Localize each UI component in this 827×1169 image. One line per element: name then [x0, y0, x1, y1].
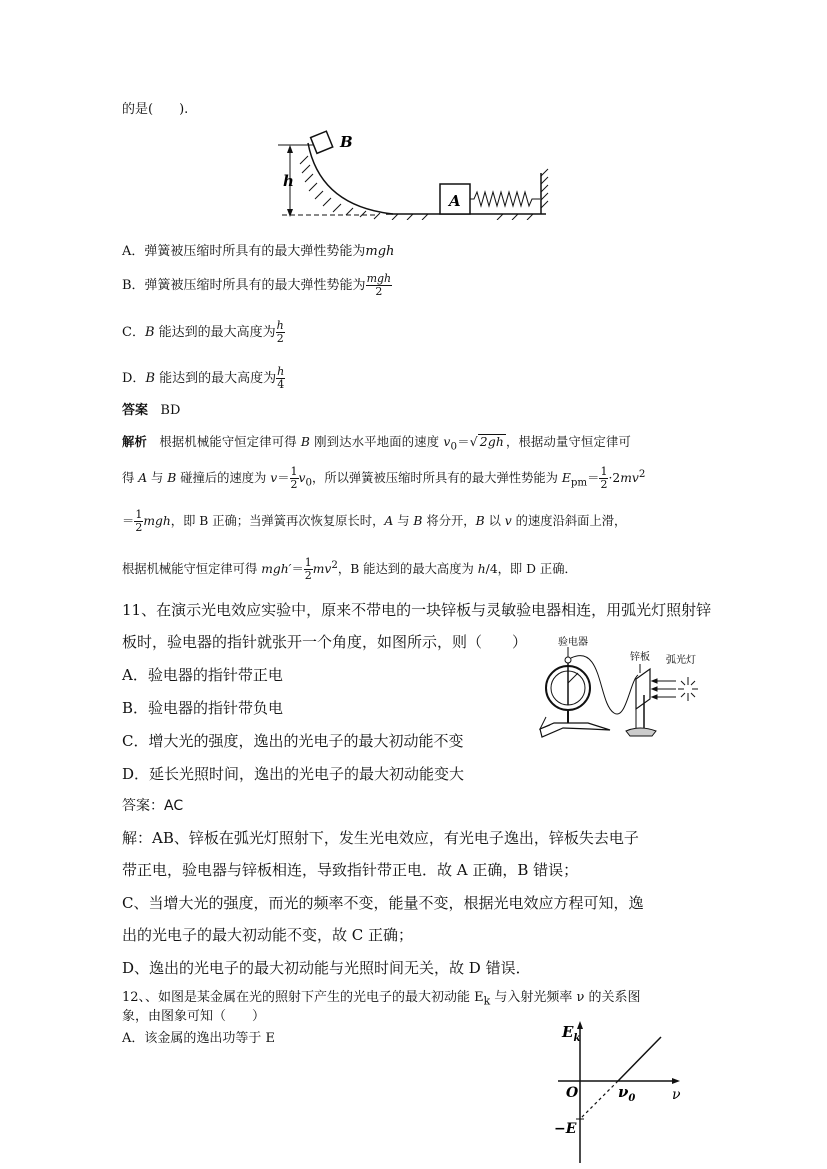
q11-option-c: C．增大光的强度，逸出的光电子的最大初动能不变: [122, 732, 464, 750]
spring: [470, 192, 540, 206]
height-arrow-top: [287, 145, 293, 153]
ek-line: [618, 1037, 661, 1081]
electroscope-top: [565, 657, 571, 663]
label-zinc: 锌板: [630, 652, 650, 663]
ek-line-extension: [580, 1081, 618, 1119]
q12-stem-line2: 象，由图象可知（ ）: [122, 1009, 266, 1024]
q12-stem-line1: 12、、如图是某金属在光的照射下产生的光电子的最大初动能 $E_k$ 与入射光频率 ν 的关系图: [122, 990, 641, 1008]
electroscope-base: [540, 723, 610, 737]
q11-option-d: D．延长光照时间，逸出的光电子的最大初动能变大: [122, 765, 465, 783]
q11-stem-line2: 板时，验电器的指针就张开一个角度，如图所示，则（ ）: [122, 633, 528, 651]
q11-stem-line1: 11、在演示光电效应实验中，原来不带电的一块锌板与灵敏验电器相连，用弧光灯照射锌: [122, 601, 712, 619]
origin-label: O: [566, 1085, 579, 1101]
q11-solution-line5: D、逸出的光电子的最大初动能与光照时间无关，故 D 错误．: [122, 959, 531, 977]
label-a: A: [449, 192, 461, 210]
light-rays: [652, 679, 676, 699]
q10-option-d: D．B 能达到的最大高度为 $\frac{h}{4}$: [122, 365, 285, 391]
label-h: h: [283, 172, 294, 190]
q10-option-a: A．弹簧被压缩时所具有的最大弹性势能为mgh: [122, 244, 395, 259]
arc-lamp-icon: [678, 677, 698, 701]
q12-option-a: A．该金属的逸出功等于 E: [122, 1031, 276, 1046]
x-axis-label: ν: [672, 1087, 681, 1103]
zinc-stand-base: [626, 728, 656, 736]
v0-label: $\nu_0$: [618, 1083, 636, 1104]
label-b: B: [340, 133, 353, 151]
q11-option-b: B．验电器的指针带负电: [122, 699, 284, 717]
q10-option-b: B．弹簧被压缩时所具有的最大弹性势能为 $\frac{\text{mgh}}{2}$: [122, 272, 392, 298]
neg-e-label: −E: [554, 1121, 577, 1137]
q10-analysis-line4: 根据机械能守恒定律可得 mgh′＝ $\frac{1}{2}$ $mv^2$，B 能达到的最大高度为 h/4，即 D 正确．: [122, 556, 577, 583]
q10-figure: [268, 128, 560, 220]
q11-answer: 答案：AC: [122, 798, 184, 814]
q11-solution-line4: 出的光电子的最大初动能不变，故 C 正确；: [122, 926, 414, 944]
q10-stem-tail: 的是( ).: [122, 102, 189, 117]
label-arc-lamp: 弧光灯: [666, 655, 696, 666]
ground-hatching: [392, 214, 533, 220]
q10-analysis-line1: 解析 根据机械能守恒定律可得 B 刚到达水平地面的速度 $v_0=√$ 2gh ，根据动量守恒定律可: [122, 434, 631, 453]
q11-figure: [518, 633, 708, 745]
q10-option-c: C．B 能达到的最大高度为 $\frac{h}{2}$: [122, 319, 284, 345]
label-electroscope: 验电器: [558, 637, 588, 648]
block-b: [311, 131, 333, 153]
q12-graph: [548, 1015, 688, 1167]
height-arrow-bottom: [287, 209, 293, 217]
q11-solution-line1: 解：AB、锌板在弧光灯照射下，发生光电效应，有光电子逸出，锌板失去电子: [122, 829, 639, 847]
q11-option-a: A．验电器的指针带正电: [122, 666, 283, 684]
q11-solution-line2: 带正电，验电器与锌板相连，导致指针带正电．故 A 正确，B 错误；: [122, 861, 579, 879]
curved-ramp: [308, 143, 393, 214]
q10-answer: 答案 BD: [122, 403, 181, 418]
q10-analysis-line2: 得 A 与 B 碰撞后的速度为 v＝ $\frac{1}{2}$ $v_0$，所以弹簧被压缩时所具有的最大弹性势能为 $E_{pm}=$ $\frac{1}{2}$ $\cdot 2mv^2$: [122, 465, 646, 492]
zinc-plate: [636, 669, 650, 709]
y-axis-label: $E_k$: [562, 1023, 581, 1044]
q10-analysis-line3: ＝ $\frac{1}{2}$ mgh，即 B 正确；当弹簧再次恢复原长时，A 与 B 将分开，B 以 v 的速度沿斜面上滑，: [122, 508, 627, 534]
wall-hatching: [541, 169, 548, 208]
q11-solution-line3: C、当增大光的强度，而光的频率不变，能量不变，根据光电效应方程可知，逸: [122, 894, 644, 912]
